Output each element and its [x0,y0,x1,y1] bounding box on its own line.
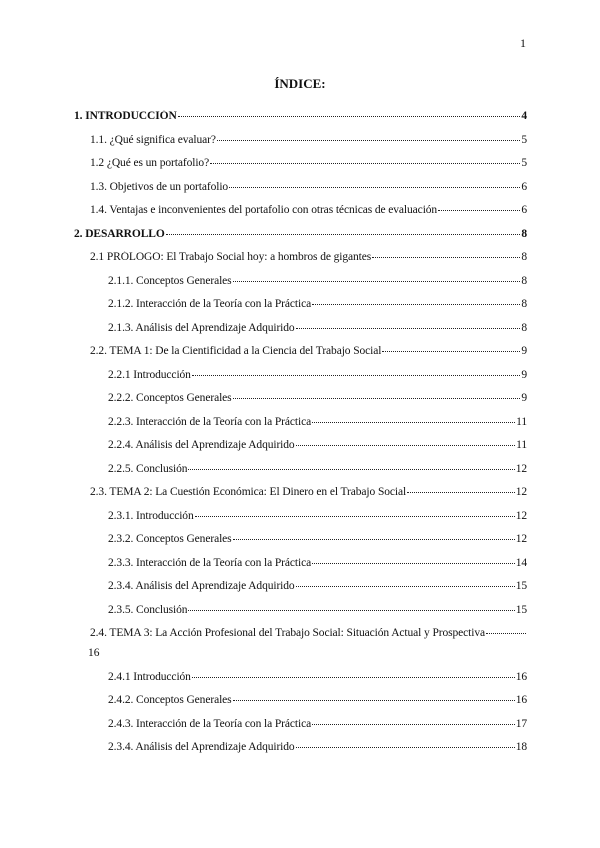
toc-entry[interactable] [108,694,527,706]
toc-entry[interactable] [74,228,527,240]
toc-entry[interactable] [108,369,527,381]
toc-entry[interactable] [90,157,527,169]
toc-dot-leader [312,723,515,725]
toc-entry-page: 9 [521,392,527,404]
toc-entry-text: 2.4.2. Conceptos Generales [108,694,232,706]
toc-entry-text: 2.2. TEMA 1: De la Cientificidad a la Ciencia del Trabajo Social [90,345,382,357]
toc-entry[interactable] [90,134,527,146]
toc-entry-text: 2.3. TEMA 2: La Cuestión Económica: El Dinero en el Trabajo Social [90,486,407,498]
toc-entry-page: 14 [515,556,527,569]
toc-entry-text: 1.2 ¿Qué es un portafolio? [90,157,210,169]
toc-entry[interactable] [74,110,527,122]
toc-dot-leader [166,233,521,235]
toc-entry-text: 2.1.1. Conceptos Generales [108,274,232,287]
toc-entry[interactable] [90,204,527,216]
toc-entry[interactable] [108,671,527,683]
toc-entry[interactable] [90,345,527,357]
toc-entry-page: 4 [521,110,527,122]
toc-entry-page: 6 [521,180,527,193]
toc-entry-text: 2.2.2. Conceptos Generales [108,392,232,404]
toc-entry-page: 12 [515,462,527,475]
toc-dot-leader [195,515,515,517]
toc-entry-text: 2.4. TEMA 3: La Acción Profesional del Trabajo Social: Situación Actual y Prospectiva [90,627,486,639]
toc-dot-leader [296,444,516,446]
toc-entry-page: 8 [521,227,527,240]
toc-dot-leader [382,350,520,352]
toc-entry[interactable] [108,604,527,616]
toc-entry-page: 11 [516,439,527,451]
toc-dot-leader [372,256,520,258]
toc-entry-text: 2.3.3. Interacción de la Teoría con la Práctica [108,556,312,569]
toc-entry-page: 18 [515,741,527,753]
toc-entry-text: 2.3.1. Introducción [108,509,194,522]
toc-entry-page: 15 [515,603,527,616]
toc-entry-page: 17 [515,717,527,730]
toc-entry-text: 2.1.2. Interacción de la Teoría con la Práctica [108,298,312,310]
toc-entry-text: 2.3.5. Conclusión [108,603,188,616]
toc-entry-text: 2.3.4. Análisis del Aprendizaje Adquirido [108,580,295,592]
toc-entry[interactable] [108,392,527,404]
toc-entry-page: 16 [515,694,527,706]
toc-entry-text: 2.3.2. Conceptos Generales [108,533,232,545]
toc-dot-leader [486,632,526,634]
toc-entry-text: 2.3.4. Análisis del Aprendizaje Adquirido [108,741,295,753]
toc-dot-leader [296,327,521,329]
toc-entry[interactable] [108,322,527,334]
toc-entry-page: 8 [521,298,527,310]
toc-entry[interactable] [108,557,527,569]
toc-dot-leader [178,115,521,117]
toc-entry-page: 12 [515,509,527,522]
toc-dot-leader [233,280,521,282]
toc-entry-page: 9 [521,345,527,357]
toc-entry-page: 8 [521,251,527,263]
toc-entry-page: 9 [521,368,527,381]
toc-entry-text: 2. DESARROLLO [74,227,165,240]
toc-entry[interactable] [108,533,527,545]
toc-entry-page: 16 [88,647,100,659]
toc-entry-page: 8 [521,321,527,334]
toc-entry-text: 2.2.1 Introducción [108,368,191,381]
toc-dot-leader [192,676,515,678]
toc-dot-leader [407,491,515,493]
toc-dot-leader [229,186,520,188]
toc-entry-text: 2.2.3. Interacción de la Teoría con la Práctica [108,415,312,428]
toc-dot-leader [188,468,514,470]
toc-entry-text: 2.1.3. Análisis del Aprendizaje Adquirido [108,321,295,334]
toc-entry[interactable] [90,627,527,639]
toc-entry[interactable] [108,275,527,287]
toc-entry-page: 6 [521,204,527,216]
toc-entry-text: 1.3. Objetivos de un portafolio [90,180,229,193]
toc-dot-leader [233,699,515,701]
toc-dot-leader [192,374,521,376]
page-number: 1 [520,36,526,50]
toc-dot-leader [210,162,520,164]
toc-entry[interactable] [90,181,527,193]
toc-dot-leader [296,746,515,748]
toc-entry[interactable] [108,416,527,428]
toc-entry-page: 5 [521,157,527,169]
toc-entry-page: 12 [515,533,527,545]
toc-dot-leader [233,538,515,540]
toc-dot-leader [233,397,521,399]
toc-entry[interactable] [108,718,527,730]
toc-dot-leader [312,562,515,564]
toc-entry[interactable] [108,439,527,451]
toc-dot-leader [296,585,515,587]
toc-entry-text: 2.4.3. Interacción de la Teoría con la Práctica [108,717,312,730]
toc-dot-leader [188,609,514,611]
toc-entry-text: 2.2.4. Análisis del Aprendizaje Adquirido [108,439,295,451]
toc-entry[interactable] [108,580,527,592]
toc-dot-leader [217,139,520,141]
toc-entry-page: 16 [515,670,527,683]
toc-dot-leader [312,421,515,423]
toc-entry-page: 8 [521,274,527,287]
toc-entry[interactable] [108,741,527,753]
toc-title: ÍNDICE: [274,76,326,91]
toc-entry-text: 2.1 PRÓLOGO: El Trabajo Social hoy: a hombros de gigantes [90,251,372,263]
toc-entry-text: 2.4.1 Introducción [108,670,191,683]
toc-entry-page: 12 [515,486,527,498]
toc-entry-text: 2.2.5. Conclusión [108,462,188,475]
toc-entry-page: 5 [521,133,527,146]
toc-entry[interactable] [108,463,527,475]
toc-entry[interactable] [90,486,527,498]
toc-entry-text: 1.4. Ventajas e inconvenientes del portafolio con otras técnicas de evaluación [90,204,438,216]
toc-entry[interactable] [108,298,527,310]
toc-entry-text: 1. INTRODUCCIÓN [74,110,177,122]
toc-entry[interactable] [90,251,527,263]
toc-dot-leader [312,303,520,305]
toc-entry-page: 11 [516,415,527,428]
toc-entry[interactable] [108,510,527,522]
toc-entry-page: 15 [515,580,527,592]
toc-dot-leader [438,209,520,211]
toc-entry-text: 1.1. ¿Qué significa evaluar? [90,133,216,146]
